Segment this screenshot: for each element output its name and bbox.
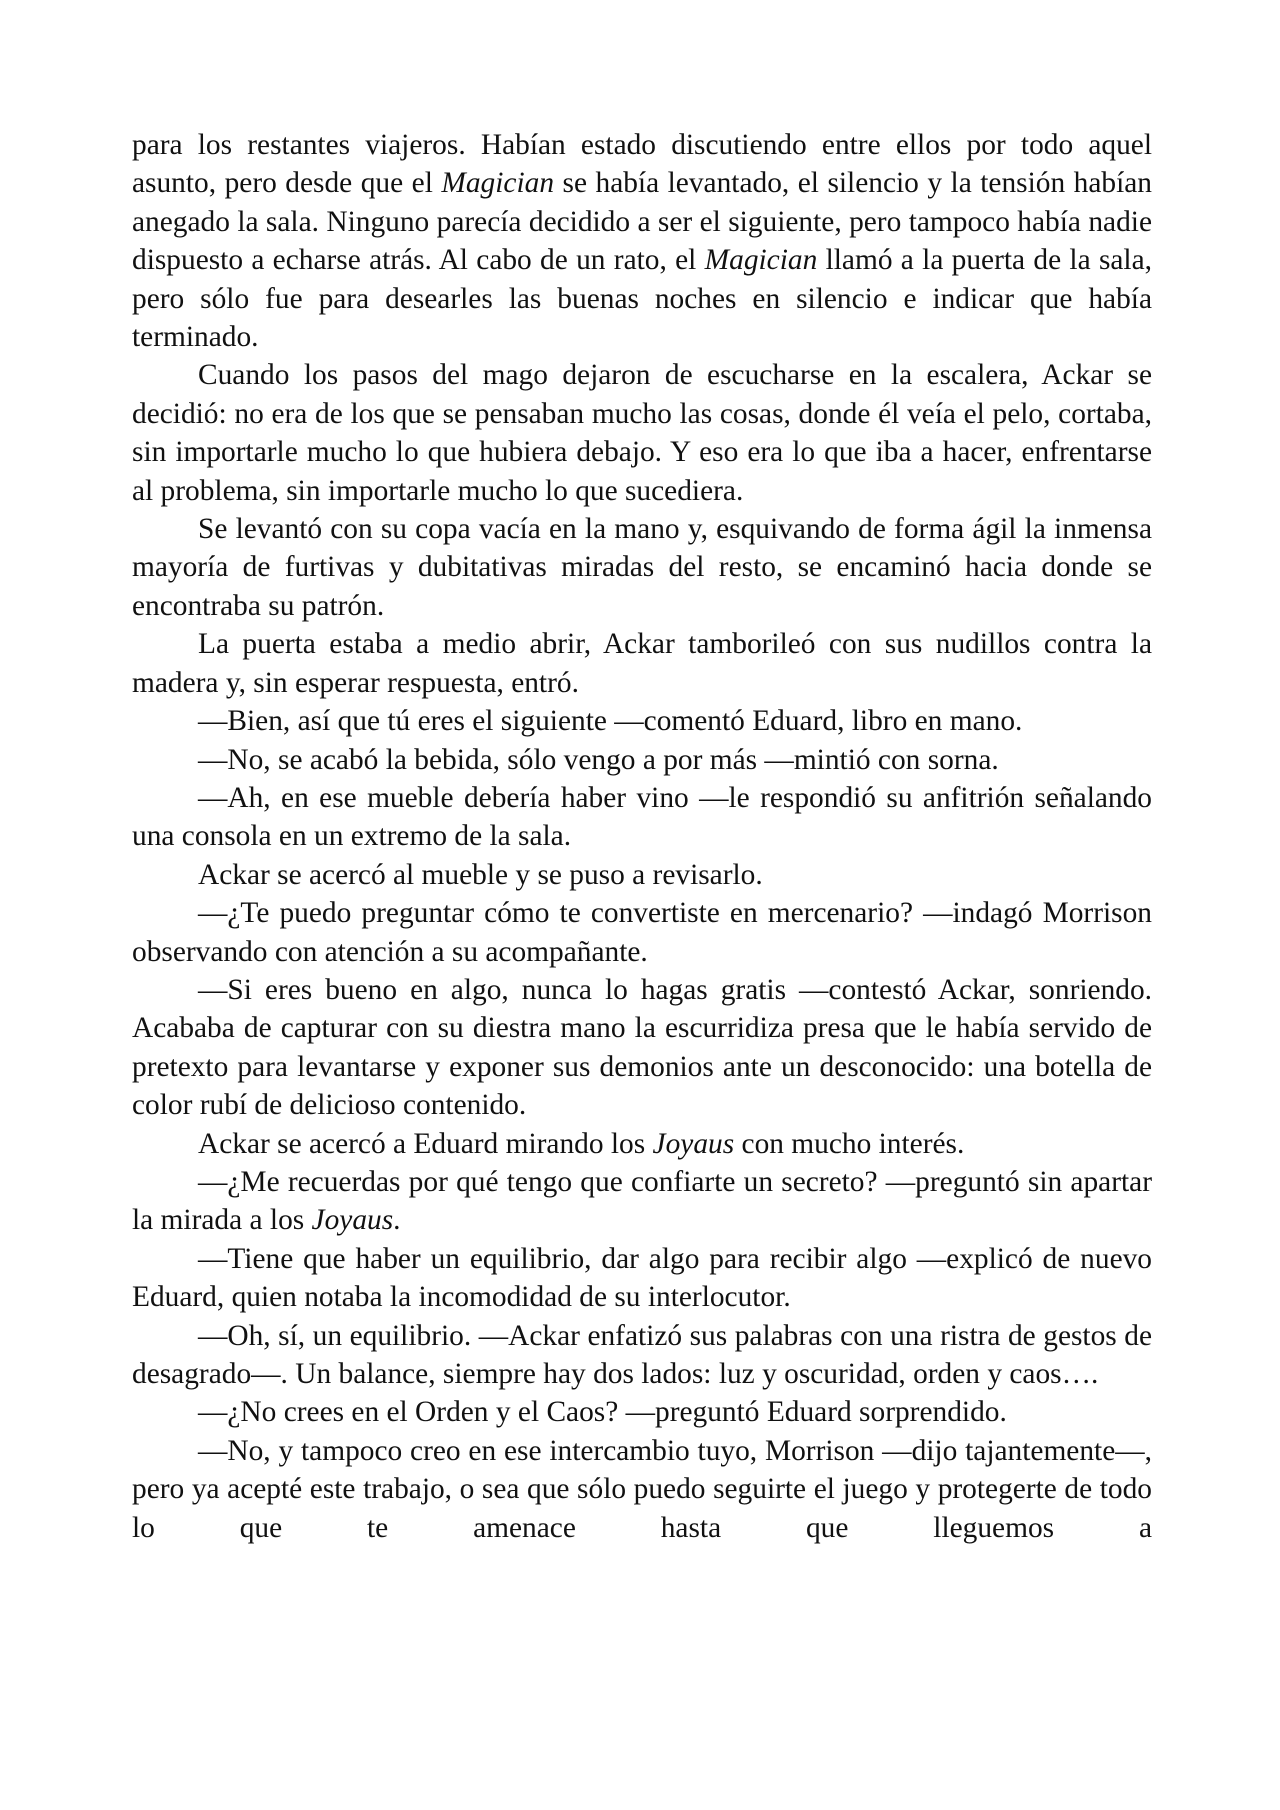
paragraph	[132, 126, 1152, 356]
book-page-text	[132, 126, 1152, 1547]
text-segment: para los restantes viajeros. Habían estado discutiendo entre ellos por todo aquel asunto, pero desde que el	[132, 129, 1152, 200]
paragraph	[132, 779, 1152, 856]
paragraph	[132, 510, 1152, 625]
text-segment: La puerta estaba a medio abrir, Ackar tamborileó con sus nudillos contra la madera y, sin esperar respuesta, entró.	[132, 628, 1152, 699]
italic-text: Magician	[704, 244, 818, 277]
italic-text: Joyaus	[311, 1204, 394, 1237]
paragraph	[132, 625, 1152, 702]
text-segment: —Tiene que haber un equilibrio, dar algo para recibir algo —explicó de nuevo Eduard, quien notaba la incomodidad de su interlocutor.	[132, 1242, 1152, 1314]
text-segment: —¿Te puedo preguntar cómo te convertiste en mercenario? —indagó Morrison observando con atención a su acompañante.	[132, 897, 1152, 968]
paragraph	[132, 1317, 1152, 1394]
text-segment: —¿Me recuerdas por qué tengo que confiarte un secreto? —preguntó sin apartar la mirada a los	[132, 1165, 1152, 1237]
paragraph	[132, 1163, 1152, 1240]
text-segment: se había levantado, el silencio y la tensión habían anegado la sala. Ninguno parecía decidido a ser el siguiente, pero tampoco había nadie dispuesto a echarse atrás. Al cabo de un rato, el	[132, 167, 1152, 277]
paragraph	[132, 1240, 1152, 1317]
text-segment: —No, y tampoco creo en ese intercambio tuyo, Morrison —dijo tajantemente—, pero ya acepté este trabajo, o sea que sólo puedo seguirte el juego y protegerte de todo lo que te amenace hasta que lleguemos a	[132, 1434, 1152, 1544]
text-segment: Ackar se acercó al mueble y se puso a revisarlo.	[198, 858, 763, 891]
text-segment: —Bien, así que tú eres el siguiente —comentó Eduard, libro en mano.	[198, 705, 1023, 738]
text-segment: .	[393, 1204, 401, 1237]
italic-text: Joyaus	[652, 1127, 735, 1160]
text-segment: con mucho interés.	[734, 1127, 965, 1160]
text-segment: Se levantó con su copa vacía en la mano y, esquivando de forma ágil la inmensa mayoría de furtivas y dubitativas miradas del resto, se encaminó hacia donde se encontraba su patrón.	[132, 513, 1152, 622]
paragraph	[132, 741, 1152, 779]
text-segment: —Ah, en ese mueble debería haber vino —le respondió su anfitrión señalando una consola en un extremo de la sala.	[132, 781, 1152, 853]
text-segment: —No, se acabó la bebida, sólo vengo a por más —mintió con sorna.	[198, 743, 999, 776]
paragraph	[132, 1432, 1152, 1547]
text-segment: —Si eres bueno en algo, nunca lo hagas gratis —contestó Ackar, sonriendo. Acababa de capturar con su diestra mano la escurridiza presa que le había servido de pretexto para levantarse y exponer sus demonios ante un desconocido: una botella de color rubí de delicioso contenido.	[132, 973, 1152, 1122]
paragraph	[132, 1393, 1152, 1431]
text-segment: Cuando los pasos del mago dejaron de escucharse en la escalera, Ackar se decidió: no era de los que se pensaban mucho las cosas, donde él veía el pelo, cortaba, sin importarle mucho lo que hubiera debajo. Y eso era lo que iba a hacer, enfrentarse al problema, sin importarle mucho lo que sucediera.	[132, 359, 1152, 507]
paragraph	[132, 894, 1152, 971]
paragraph	[132, 1125, 1152, 1163]
text-segment: —¿No crees en el Orden y el Caos? —preguntó Eduard sorprendido.	[198, 1396, 1007, 1429]
paragraph	[132, 971, 1152, 1125]
text-segment: Ackar se acercó a Eduard mirando los	[198, 1127, 653, 1160]
paragraph	[132, 356, 1152, 510]
text-segment: llamó a la puerta de la sala, pero sólo fue para desearles las buenas noches en silencio e indicar que había terminado.	[132, 244, 1152, 354]
italic-text: Magician	[441, 167, 555, 200]
paragraph	[132, 856, 1152, 894]
text-segment: —Oh, sí, un equilibrio. —Ackar enfatizó sus palabras con una ristra de gestos de desagrado—. Un balance, siempre hay dos lados: luz y oscuridad, orden y caos….	[132, 1319, 1152, 1390]
paragraph	[132, 702, 1152, 740]
